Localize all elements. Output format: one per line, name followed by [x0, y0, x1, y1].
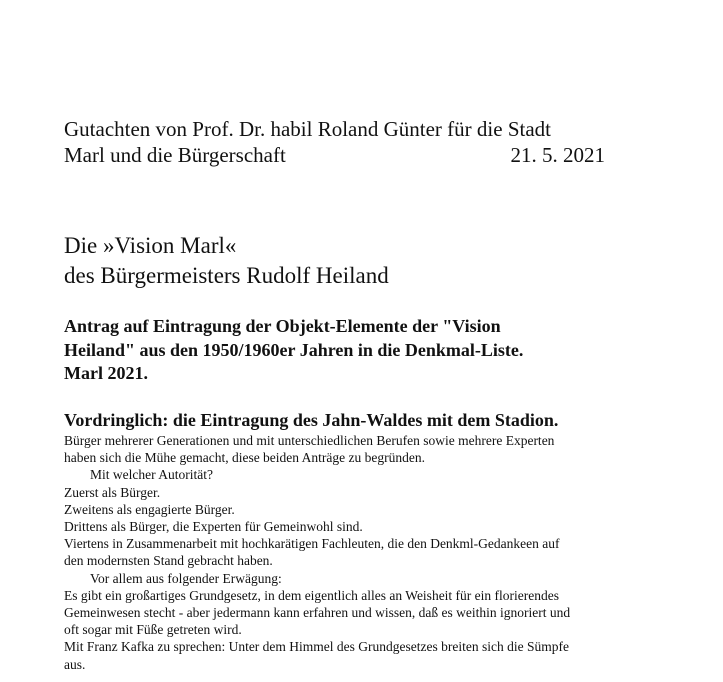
- body-line: den modernsten Stand gebracht haben.: [64, 553, 273, 569]
- header-recipient: Marl und die Bürgerschaft: [64, 143, 286, 167]
- title-line-1: Die »Vision Marl«: [64, 233, 237, 258]
- body-line: Zweitens als engagierte Bürger.: [64, 501, 235, 517]
- section-heading: Vordringlich: die Eintragung des Jahn-Waldes mit dem Stadion.: [64, 410, 559, 430]
- body-line: Gemeinwesen stecht - aber jedermann kann erfahren und wissen, daß es weithin ignoriert und: [64, 605, 571, 621]
- body-line: Viertens in Zusammenarbeit mit hochkarätigen Fachleuten, die den Denkml-Gedankeen auf: [64, 536, 560, 552]
- subtitle-line-2: Heiland" aus den 1950/1960er Jahren in die Denkmal-Liste.: [64, 340, 524, 360]
- body-line: Es gibt ein großartiges Grundgesetz, in dem eigentlich alles an Weisheit für ein florierendes: [64, 587, 560, 603]
- title-line-2: des Bürgermeisters Rudolf Heiland: [64, 263, 389, 288]
- header-date: 21. 5. 2021: [510, 143, 605, 167]
- body-line: Zuerst als Bürger.: [64, 484, 161, 500]
- body-line: oft sogar mit Füße getreten wird.: [64, 622, 242, 638]
- header-line-2: [64, 142, 609, 168]
- body-line: Mit welcher Autorität?: [90, 467, 213, 483]
- subtitle-line-3: Marl 2021.: [64, 363, 148, 383]
- subtitle-line-1: Antrag auf Eintragung der Objekt-Elemente der "Vision: [64, 316, 501, 336]
- body-line: Mit Franz Kafka zu sprechen: Unter dem Himmel des Grundgesetzes breiten sich die Sümpfe: [64, 639, 569, 655]
- body-line: Bürger mehrerer Generationen und mit unterschiedlichen Berufen sowie mehrere Experten: [64, 433, 555, 448]
- header-line-1: Gutachten von Prof. Dr. habil Roland Günter für die Stadt: [64, 117, 551, 141]
- body-text: [64, 432, 654, 673]
- body-line: Drittens als Bürger, die Experten für Gemeinwohl sind.: [64, 519, 363, 535]
- body-line: haben sich die Mühe gemacht, diese beiden Anträge zu begründen.: [64, 450, 425, 466]
- body-line: Vor allem aus folgender Erwägung:: [90, 570, 282, 586]
- body-line: aus.: [64, 656, 86, 672]
